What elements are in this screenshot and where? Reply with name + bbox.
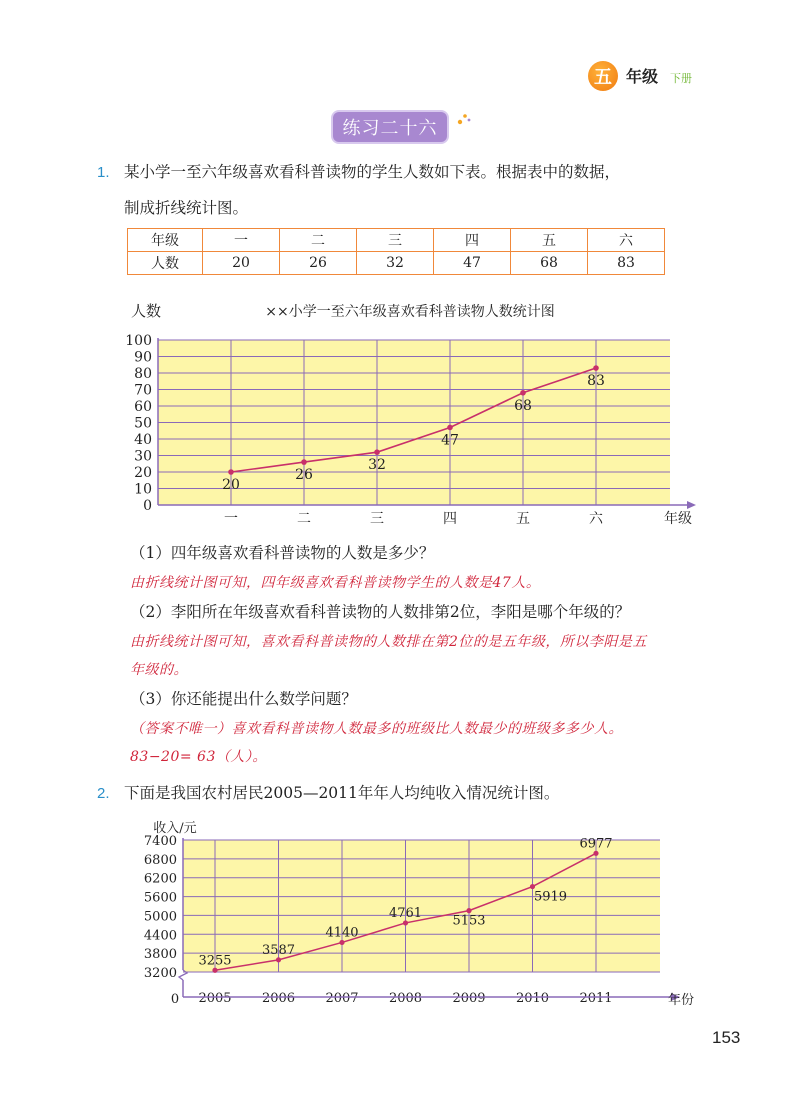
y-tick-label: 100 [125, 333, 152, 349]
x-axis-label: 年份 [668, 993, 695, 1008]
question-number: 2. [97, 785, 110, 802]
volume-label: 下册 [670, 72, 692, 85]
y-axis-label: 收入/元 [153, 821, 197, 836]
x-axis-label: 年级 [664, 511, 692, 527]
y-tick-label: 5600 [143, 890, 177, 906]
table-cell: 47 [434, 252, 511, 275]
decorative-dots-icon [456, 110, 472, 126]
question-text: 某小学一至六年级喜欢看科普读物的学生人数如下表。根据表中的数据， [124, 163, 621, 181]
y-tick-label: 60 [134, 399, 152, 415]
x-tick-label: 2005 [198, 991, 232, 1006]
x-tick-label: 三 [370, 511, 384, 527]
y-tick-label: 50 [134, 415, 152, 432]
sub-question-2: （2）李阳所在年级喜欢看科普读物的人数排第2位，李阳是哪个年级的？ [130, 603, 631, 621]
data-label: 32 [368, 457, 386, 474]
table-cell: 83 [588, 252, 665, 275]
grade-badge: 五 [588, 61, 618, 91]
data-label: 5153 [452, 913, 486, 929]
x-tick-label: 一 [224, 511, 238, 527]
data-point [212, 968, 217, 973]
question-text: 下面是我国农村居民2005—2011年年人均纯收入情况统计图。 [124, 784, 560, 802]
data-point [301, 459, 307, 465]
x-tick-label: 六 [589, 511, 603, 527]
y-tick-label: 5000 [143, 909, 177, 925]
data-label: 83 [587, 373, 605, 390]
x-tick-label: 2008 [388, 991, 423, 1006]
question-text-continued: 制成折线统计图。 [124, 199, 249, 217]
x-tick-label: 2010 [515, 991, 550, 1006]
y-tick-label: 6200 [143, 871, 177, 887]
x-tick-label: 2006 [261, 991, 296, 1006]
table-cell: 四 [434, 229, 511, 252]
answer-1: 由折线统计图可知，四年级喜欢看科普读物学生的人数是47人。 [130, 575, 541, 591]
y-axis-label: 人数 [130, 302, 162, 320]
origin-label: 0 [170, 992, 180, 1007]
table-header-cell: 年级 [128, 229, 203, 252]
answer-2-continued: 年级的。 [130, 662, 188, 678]
y-tick-label: 70 [134, 382, 152, 399]
y-tick-label: 10 [134, 481, 152, 498]
question-number: 1. [97, 164, 110, 181]
sub-question-3: （3）你还能提出什么数学问题？ [130, 690, 357, 708]
data-label: 47 [441, 432, 459, 449]
data-point [374, 449, 380, 455]
table-cell: 六 [588, 229, 665, 252]
y-tick-label: 4400 [143, 928, 177, 944]
table-cell: 26 [280, 252, 357, 275]
y-tick-label: 80 [134, 366, 152, 382]
y-tick-label: 3800 [143, 947, 177, 963]
data-label: 68 [514, 397, 532, 414]
table-row [128, 229, 665, 252]
data-point [520, 390, 526, 396]
data-table [127, 228, 665, 275]
y-tick-label: 6800 [143, 852, 177, 868]
data-label: 3587 [261, 942, 296, 958]
y-tick-label: 3200 [143, 966, 177, 981]
data-point [530, 884, 535, 889]
x-tick-label: 二 [297, 511, 311, 527]
table-cell: 五 [511, 229, 588, 252]
table-cell: 二 [280, 229, 357, 252]
x-axis-arrow-icon [687, 501, 696, 509]
table-header-cell: 人数 [128, 252, 203, 275]
data-label: 5919 [533, 889, 568, 905]
table-cell: 一 [203, 229, 280, 252]
line-chart-income [0, 820, 800, 1015]
data-point [403, 920, 408, 925]
data-point [339, 940, 344, 945]
data-point [593, 851, 598, 856]
line-chart-reading [0, 290, 800, 530]
table-cell: 32 [357, 252, 434, 275]
x-tick-label: 五 [516, 511, 530, 527]
table-cell: 三 [357, 229, 434, 252]
answer-2: 由折线统计图可知，喜欢看科普读物的人数排在第2位的是五年级，所以李阳是五 [130, 634, 647, 650]
data-point [276, 957, 281, 962]
x-tick-label: 四 [443, 511, 457, 527]
data-point [228, 469, 234, 475]
data-point [466, 908, 471, 913]
x-tick-label: 2007 [325, 991, 359, 1006]
data-label: 6977 [579, 836, 613, 852]
data-label: 3255 [198, 953, 232, 969]
table-row [128, 252, 665, 275]
data-point [447, 425, 453, 431]
data-label: 4140 [325, 925, 359, 941]
y-tick-label: 20 [134, 465, 152, 481]
data-point [593, 365, 599, 371]
y-tick-label: 40 [134, 432, 152, 448]
table-cell: 68 [511, 252, 588, 275]
data-label: 4761 [388, 905, 423, 921]
data-label: 26 [295, 467, 313, 484]
x-tick-label: 2011 [579, 991, 613, 1006]
page-number: 153 [712, 1028, 741, 1047]
y-tick-label: 0 [143, 498, 152, 514]
data-label: 20 [222, 477, 240, 493]
x-tick-label: 2009 [452, 991, 486, 1006]
answer-3-calculation: 83−20= 63（人）。 [130, 749, 267, 765]
exercise-title: 练习二十六 [333, 112, 447, 142]
grade-label: 年级 [626, 67, 659, 86]
y-tick-label: 90 [134, 349, 152, 366]
sub-question-1: （1）四年级喜欢看科普读物的人数是多少？ [130, 544, 435, 562]
table-cell: 20 [203, 252, 280, 275]
chart-title: ××小学一至六年级喜欢看科普读物人数统计图 [265, 304, 555, 320]
answer-3: （答案不唯一）喜欢看科普读物人数最多的班级比人数最少的班级多多少人。 [130, 721, 623, 737]
y-tick-label: 30 [134, 448, 152, 465]
y-tick-label: 7400 [143, 834, 177, 849]
